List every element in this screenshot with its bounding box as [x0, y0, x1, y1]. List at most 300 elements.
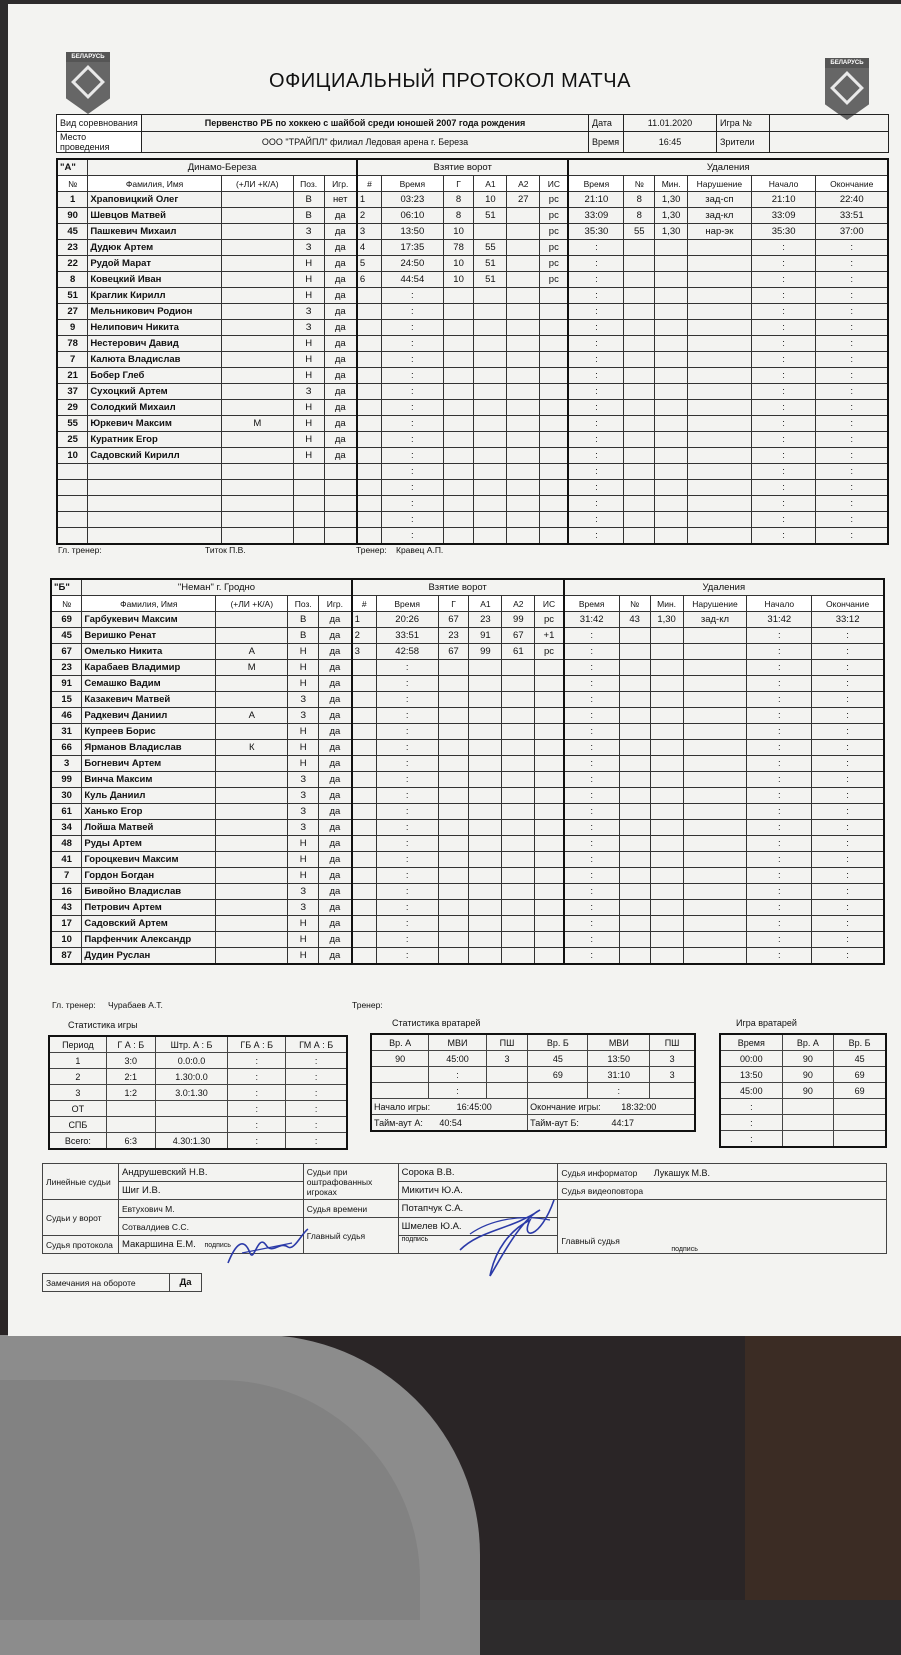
penalty-minutes: 1,30	[655, 208, 688, 224]
penalty-start: :	[747, 692, 812, 708]
penalty-player	[624, 320, 655, 336]
gk_play-row	[720, 1099, 886, 1115]
gk_play-cell: 45	[834, 1051, 886, 1067]
penalty-time: :	[568, 256, 623, 272]
player-position	[293, 496, 324, 512]
col-goal-g: Г	[443, 176, 474, 192]
penalty-minutes	[655, 448, 688, 464]
gk_play-cell: 90	[782, 1067, 834, 1083]
goal-time: 33:51	[376, 628, 438, 644]
penalty-infraction	[688, 336, 752, 352]
col-pen-min: Мин.	[650, 596, 683, 612]
goal-number	[357, 480, 382, 496]
goal-assist-2	[507, 320, 540, 336]
penalty-time: :	[564, 820, 620, 836]
goal-time: :	[376, 756, 438, 772]
player-position: Н	[293, 272, 324, 288]
goal-assist-1	[469, 884, 502, 900]
player-played: да	[324, 368, 357, 384]
player-role	[221, 496, 293, 512]
player-row	[51, 772, 884, 788]
linesman-1: Андрушевский Н.В.	[118, 1164, 303, 1182]
player-row	[57, 272, 888, 288]
penalty-end: :	[816, 448, 888, 464]
player-row	[57, 224, 888, 240]
goal-situation: рс	[540, 256, 569, 272]
player-role: А	[216, 708, 288, 724]
player-position: Н	[288, 836, 319, 852]
penalty-minutes	[655, 400, 688, 416]
player-position: В	[293, 208, 324, 224]
team-a-penalties-title: Удаления	[568, 159, 888, 176]
goal-assist-1	[469, 932, 502, 948]
goalie-stats-table	[370, 1033, 696, 1132]
player-number: 3	[51, 756, 82, 772]
col-pen-start: Начало	[747, 596, 812, 612]
penalty-minutes	[655, 336, 688, 352]
date-value: 11.01.2020	[624, 115, 717, 132]
player-name: Семашко Вадим	[82, 676, 216, 692]
goal-assist-2: 67	[502, 628, 535, 644]
game-stats-table	[48, 1035, 348, 1150]
goal-scorer	[443, 448, 474, 464]
game-end-value: 18:32:00	[621, 1101, 657, 1112]
game-number-label: Игра №	[717, 115, 770, 132]
goal-assist-1	[469, 692, 502, 708]
goal-scorer	[438, 692, 469, 708]
penalty-time: :	[564, 740, 620, 756]
penalty-end: :	[816, 352, 888, 368]
game_stats-cell: :	[228, 1101, 286, 1117]
venue-label: Место проведения	[57, 132, 142, 153]
penalty-end: :	[812, 868, 884, 884]
player-position: Н	[293, 416, 324, 432]
goalie-play-title: Игра вратарей	[736, 1018, 797, 1028]
penalty-player	[624, 256, 655, 272]
remarks-label: Замечания на обороте	[43, 1274, 170, 1292]
goal-assist-1	[474, 528, 507, 545]
document-title: ОФИЦИАЛЬНЫЙ ПРОТОКОЛ МАТЧА	[269, 70, 631, 92]
penalty-time: :	[568, 288, 623, 304]
goal-assist-2	[502, 692, 535, 708]
goal-scorer	[443, 400, 474, 416]
penalty-start: :	[747, 644, 812, 660]
penalty-time: :	[564, 772, 620, 788]
player-played: да	[319, 900, 352, 916]
goal-time: :	[376, 660, 438, 676]
goal-time: :	[382, 288, 444, 304]
penalty-start: :	[747, 772, 812, 788]
player-row	[51, 916, 884, 932]
goal-assist-1	[474, 480, 507, 496]
goal-situation	[540, 400, 569, 416]
penalty-start: :	[751, 336, 816, 352]
player-row	[51, 660, 884, 676]
goal-scorer	[443, 528, 474, 545]
goal-assist-1	[469, 740, 502, 756]
penalty-minutes	[655, 432, 688, 448]
penalty-minutes	[650, 804, 683, 820]
goal-assist-2	[502, 916, 535, 932]
player-row	[51, 756, 884, 772]
goal-scorer	[438, 804, 469, 820]
penalty-player	[619, 692, 650, 708]
goal-assist-2	[502, 772, 535, 788]
remarks-table	[42, 1273, 202, 1292]
penalty-player	[624, 400, 655, 416]
goal-situation	[535, 916, 564, 932]
goal-assist-2	[507, 224, 540, 240]
player-number	[57, 464, 88, 480]
player-role	[221, 224, 293, 240]
penalty-start: :	[747, 676, 812, 692]
game_stats-cell: :	[228, 1053, 286, 1069]
col-played: Игр.	[324, 176, 357, 192]
penalty-minutes	[650, 676, 683, 692]
player-played: да	[324, 224, 357, 240]
penalty-time: :	[564, 660, 620, 676]
gk_stats-cell: 3	[486, 1051, 527, 1067]
player-name: Краглик Кирилл	[88, 288, 222, 304]
goal-assist-2	[507, 448, 540, 464]
penalty-end: :	[816, 272, 888, 288]
penalty-minutes	[650, 788, 683, 804]
penalty-minutes	[650, 692, 683, 708]
goal-situation: рс	[540, 272, 569, 288]
penalty-player	[624, 368, 655, 384]
player-row	[51, 932, 884, 948]
player-position: Н	[293, 352, 324, 368]
player-played: да	[319, 676, 352, 692]
player-number: 15	[51, 692, 82, 708]
penalty-player	[619, 740, 650, 756]
player-number: 25	[57, 432, 88, 448]
penalty-minutes: 1,30	[655, 192, 688, 208]
player-role	[221, 208, 293, 224]
penalty-start: 33:09	[751, 208, 816, 224]
goal-situation	[540, 448, 569, 464]
player-number: 29	[57, 400, 88, 416]
player-position: З	[288, 900, 319, 916]
goal-time: :	[376, 916, 438, 932]
time-label: Время	[589, 132, 624, 153]
penalty-minutes	[650, 852, 683, 868]
player-role	[221, 256, 293, 272]
player-position: З	[288, 788, 319, 804]
goal-number	[352, 740, 377, 756]
goal-assist-1	[474, 448, 507, 464]
player-position: З	[293, 384, 324, 400]
goal-time: :	[376, 724, 438, 740]
penalty-player	[624, 512, 655, 528]
player-position: Н	[293, 256, 324, 272]
penalty-end: :	[816, 256, 888, 272]
player-role	[216, 884, 288, 900]
player-row	[57, 528, 888, 545]
goal-time: :	[382, 512, 444, 528]
player-name: Дудин Руслан	[82, 948, 216, 965]
goal-scorer	[443, 496, 474, 512]
player-role	[216, 676, 288, 692]
player-name: Руды Артем	[82, 836, 216, 852]
timeout-b-value: 44:17	[611, 1117, 634, 1128]
col-goal-a2: А2	[507, 176, 540, 192]
player-row	[51, 804, 884, 820]
player-number: 9	[57, 320, 88, 336]
penalty-minutes	[655, 352, 688, 368]
goal-situation	[540, 496, 569, 512]
team-b-coach-label: Тренер:	[352, 1000, 383, 1010]
penalty-player	[624, 448, 655, 464]
penalty-end: :	[812, 788, 884, 804]
goal-number: 4	[357, 240, 382, 256]
penalty-minutes	[650, 868, 683, 884]
goal-scorer	[438, 836, 469, 852]
game_stats-cell: :	[228, 1117, 286, 1133]
goal-number	[352, 788, 377, 804]
penalty-time: :	[568, 512, 623, 528]
penalty-time: :	[564, 628, 620, 644]
penalty-player	[624, 272, 655, 288]
goal-situation	[535, 660, 564, 676]
player-name: Гарбукевич Максим	[82, 612, 216, 628]
penalty-start: :	[751, 256, 816, 272]
goal-judges-label: Судьи у ворот	[43, 1200, 119, 1236]
goal-assist-2	[502, 756, 535, 772]
timeout-a-cell	[371, 1115, 528, 1132]
goal-time: :	[376, 900, 438, 916]
player-role	[221, 240, 293, 256]
goal-assist-1	[469, 852, 502, 868]
game-start-value: 16:45:00	[456, 1101, 492, 1112]
goal-situation	[535, 884, 564, 900]
goal-assist-2	[502, 868, 535, 884]
player-played: да	[319, 644, 352, 660]
team-b-table	[50, 578, 885, 965]
game_stats-cell: 1	[49, 1053, 106, 1069]
goal-number	[352, 772, 377, 788]
col-goal-is: ИС	[540, 176, 569, 192]
goal-assist-1	[469, 724, 502, 740]
penalty-infraction	[688, 512, 752, 528]
penalty-infraction	[683, 900, 747, 916]
gk_play-header: Время	[720, 1034, 782, 1051]
team-b-head-coach: Чурабаев А.Т.	[108, 1000, 163, 1010]
player-number: 17	[51, 916, 82, 932]
penalty-time: :	[564, 852, 620, 868]
player-played: да	[319, 932, 352, 948]
player-played: да	[324, 336, 357, 352]
goal-assist-1: 23	[469, 612, 502, 628]
goal-assist-2	[507, 432, 540, 448]
player-role	[216, 820, 288, 836]
player-played	[324, 480, 357, 496]
player-played: да	[324, 272, 357, 288]
goal-time: 06:10	[382, 208, 444, 224]
goalie-play-table	[719, 1033, 887, 1148]
penalty-minutes	[650, 884, 683, 900]
penalty-infraction	[683, 660, 747, 676]
player-position: Н	[288, 676, 319, 692]
goal-scorer	[443, 320, 474, 336]
goal-assist-1	[469, 948, 502, 965]
goal-scorer	[438, 660, 469, 676]
player-row	[51, 788, 884, 804]
gk_stats-header: Вр. А	[371, 1034, 429, 1051]
player-played: да	[319, 884, 352, 900]
player-role	[221, 448, 293, 464]
player-row	[51, 676, 884, 692]
penalty-minutes	[650, 756, 683, 772]
goal-scorer	[443, 416, 474, 432]
penalty-start: :	[751, 384, 816, 400]
player-name: Рудой Марат	[88, 256, 222, 272]
goal-assist-2	[507, 480, 540, 496]
penalty-player	[624, 416, 655, 432]
col-goal-n: #	[352, 596, 377, 612]
penalty-player	[624, 352, 655, 368]
goal-scorer: 67	[438, 644, 469, 660]
player-name: Бобер Глеб	[88, 368, 222, 384]
goal-situation	[540, 480, 569, 496]
goal-assist-1: 55	[474, 240, 507, 256]
goal-assist-2	[507, 352, 540, 368]
goal-number	[357, 400, 382, 416]
penalty-start: :	[747, 788, 812, 804]
goal-number	[352, 820, 377, 836]
goal-number: 2	[357, 208, 382, 224]
penalty-player	[624, 496, 655, 512]
penalty-infraction	[688, 368, 752, 384]
goal-assist-1	[469, 900, 502, 916]
player-row	[57, 480, 888, 496]
penalty-end: :	[812, 916, 884, 932]
player-played: да	[324, 400, 357, 416]
goal-assist-2	[507, 336, 540, 352]
goal-situation	[535, 948, 564, 965]
gk_play-cell: 90	[782, 1051, 834, 1067]
goal-scorer	[438, 724, 469, 740]
penalty-start: :	[751, 304, 816, 320]
game_stats-cell	[155, 1117, 227, 1133]
penalty-infraction	[688, 432, 752, 448]
game_stats-cell: :	[286, 1101, 347, 1117]
gk_stats-cell	[371, 1083, 429, 1099]
goal-time: :	[382, 336, 444, 352]
team-b-letter: "Б"	[51, 579, 82, 596]
player-name: Веришко Ренат	[82, 628, 216, 644]
team-a-coach-label: Тренер:	[356, 545, 387, 555]
goal-number: 3	[352, 644, 377, 660]
goal-assist-1	[469, 676, 502, 692]
penalty-time: :	[568, 464, 623, 480]
player-role	[221, 336, 293, 352]
penalty-player	[619, 932, 650, 948]
col-goal-a2: А2	[502, 596, 535, 612]
gk_play-cell: 69	[834, 1083, 886, 1099]
goal-situation	[535, 724, 564, 740]
penalty-player	[624, 384, 655, 400]
goal-assist-1	[469, 660, 502, 676]
penalty-end: :	[812, 836, 884, 852]
goal-scorer	[438, 740, 469, 756]
penalty-player: 43	[619, 612, 650, 628]
penalty-start: :	[747, 852, 812, 868]
gk_stats-cell: 69	[528, 1067, 588, 1083]
player-played: да	[324, 416, 357, 432]
penalty-infraction	[688, 448, 752, 464]
referee: Шмелев Ю.А.	[398, 1218, 558, 1236]
penalty-end: :	[816, 384, 888, 400]
player-position: Н	[288, 948, 319, 965]
goal-situation	[535, 852, 564, 868]
player-role	[216, 772, 288, 788]
goal-assist-2	[507, 528, 540, 545]
goal-number	[352, 804, 377, 820]
player-role	[216, 868, 288, 884]
goal-scorer	[438, 820, 469, 836]
penalty-minutes	[655, 528, 688, 545]
penalty-infraction	[683, 724, 747, 740]
penalty-start: :	[751, 320, 816, 336]
penalty-infraction	[683, 708, 747, 724]
goal-scorer	[443, 480, 474, 496]
team-a-table	[56, 158, 889, 545]
penalty-time: :	[568, 448, 623, 464]
player-played: да	[324, 256, 357, 272]
game_stats-header: Штр. А : Б	[155, 1036, 227, 1053]
penalty-start: :	[747, 740, 812, 756]
penalty-end: 33:12	[812, 612, 884, 628]
penalty-start: :	[751, 400, 816, 416]
penalty-start: :	[751, 368, 816, 384]
goal-assist-2	[507, 288, 540, 304]
penalty-end: 33:51	[816, 208, 888, 224]
penalty-end: :	[812, 740, 884, 756]
penalty-infraction	[683, 740, 747, 756]
team-b-goals-title: Взятие ворот	[352, 579, 564, 596]
goal-number	[352, 756, 377, 772]
player-played	[324, 528, 357, 545]
goal-assist-2	[502, 820, 535, 836]
game_stats-cell: 6:3	[106, 1133, 155, 1150]
player-role	[221, 272, 293, 288]
player-number: 67	[51, 644, 82, 660]
timeout-b-label: Тайм-аут Б:	[530, 1117, 579, 1128]
video-referee-label: Судья видеоповтора	[558, 1182, 887, 1200]
goal-number	[357, 368, 382, 384]
goal-number	[357, 304, 382, 320]
penalty-time: 31:42	[564, 612, 620, 628]
game-end-cell	[528, 1099, 695, 1115]
player-number: 45	[51, 628, 82, 644]
penalty-infraction	[683, 948, 747, 965]
player-row	[51, 724, 884, 740]
penalty-minutes	[655, 384, 688, 400]
penalty-minutes	[655, 272, 688, 288]
player-role	[221, 288, 293, 304]
goal-scorer: 8	[443, 208, 474, 224]
goal-assist-2	[502, 708, 535, 724]
goal-time: :	[376, 772, 438, 788]
penalty-end: :	[812, 708, 884, 724]
competition-value: Первенство РБ по хоккею с шайбой среди юношей 2007 года рождения	[142, 115, 589, 132]
goal-assist-2	[502, 788, 535, 804]
player-position: Н	[293, 448, 324, 464]
player-number	[57, 496, 88, 512]
player-played: да	[319, 788, 352, 804]
gk_stats-cell	[486, 1067, 527, 1083]
